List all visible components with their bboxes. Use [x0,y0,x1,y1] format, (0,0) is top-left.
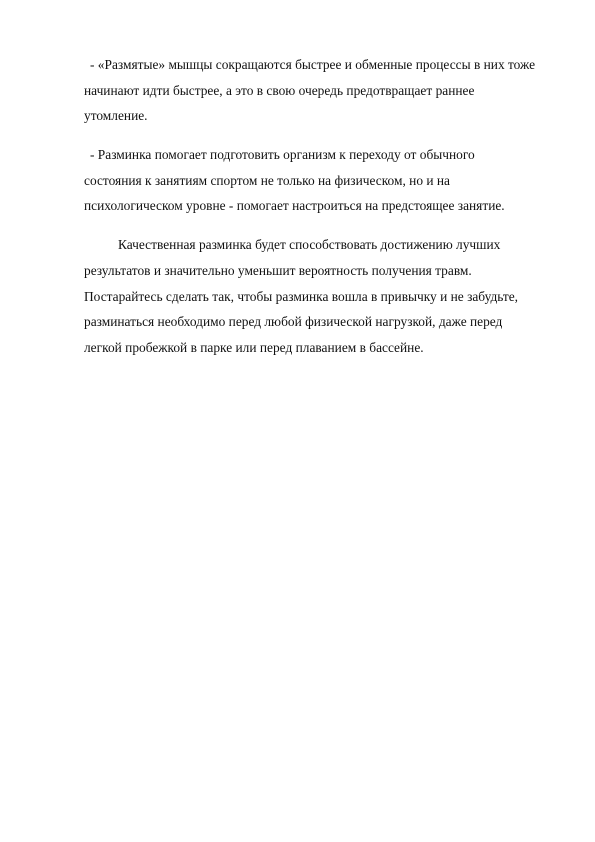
paragraph-spacer [84,219,552,232]
paragraph-line: состояния к занятиям спортом не только на физическом, но и на [84,172,450,188]
paragraph-line: результатов и значительно уменьшит вероятность получения травм. [84,262,472,278]
document-body [84,52,552,361]
paragraph-line: Качественная разминка будет способствовать достижению лучших [118,237,501,253]
paragraph-line: - Разминка помогает подготовить организм к переходу от обычного [90,147,475,163]
paragraph-line: Постарайтесь сделать так, чтобы разминка вошла в привычку и не забудьте, [84,288,519,304]
paragraph-line: психологическом уровне - помогает настроиться на предстоящее занятие. [84,198,505,214]
paragraph-line: - «Размятые» мышцы сокращаются быстрее и обменные процессы в них тоже [90,57,536,72]
paragraph-line: начинают идти быстрее, а это в свою очередь предотвращает раннее [84,82,475,98]
paragraph-psychological-prep [84,142,552,219]
paragraph-spacer [84,129,552,142]
paragraph-warm-muscles [84,52,552,129]
paragraph-line: разминаться необходимо перед любой физической нагрузкой, даже перед [84,314,503,330]
paragraph-line: утомление. [84,108,148,124]
paragraph-quality-warmup [84,232,552,360]
paragraph-line: легкой пробежкой в парке или перед плаванием в бассейне. [84,339,424,355]
